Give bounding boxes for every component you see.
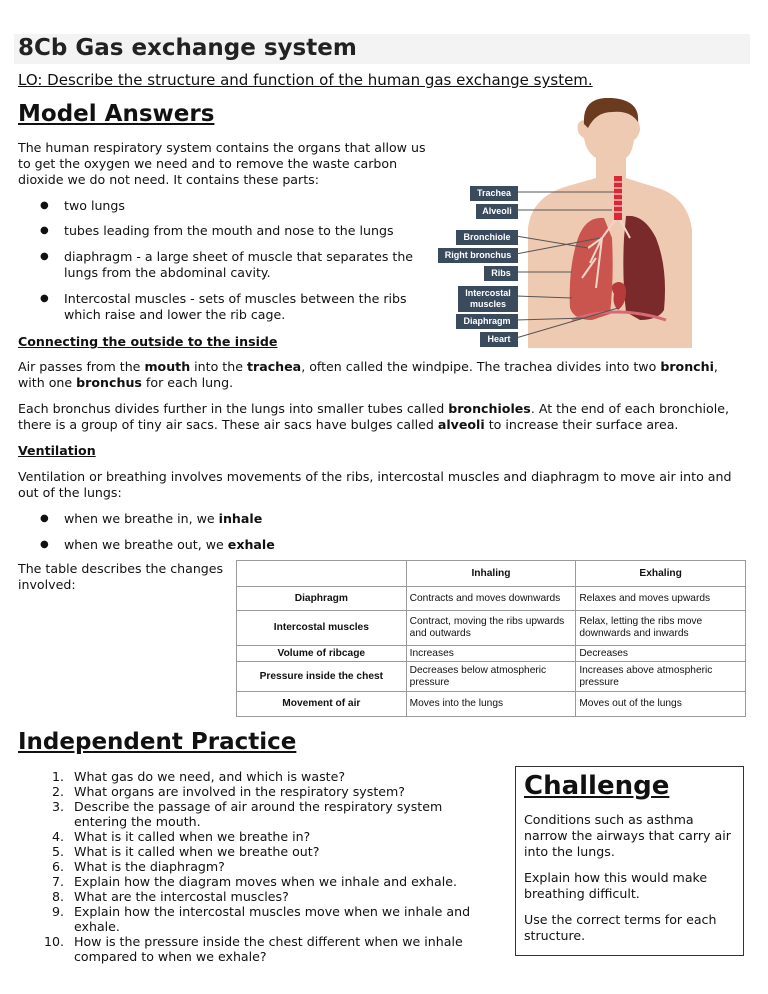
- bullet-icon: ●: [40, 539, 49, 550]
- label-trachea: Trachea: [470, 186, 518, 201]
- table-cell: Moves out of the lungs: [576, 692, 746, 717]
- list-item-text: tubes leading from the mouth and nose to the lungs: [64, 223, 394, 238]
- title-bar: [14, 34, 750, 64]
- table-cell: Volume of ribcage: [237, 646, 407, 662]
- learning-objective: LO: Describe the structure and function of the human gas exchange system.: [18, 71, 593, 89]
- challenge-text: Explain how this would make breathing difficult.: [524, 870, 708, 901]
- question-text: What gas do we need, and which is waste?: [74, 769, 345, 784]
- list-item: [18, 874, 498, 889]
- list-item: [40, 537, 440, 553]
- bullet-icon: ●: [40, 513, 49, 524]
- question-number: 4.: [51, 829, 64, 844]
- table-header-blank: [237, 561, 407, 587]
- question-number: 6.: [51, 859, 64, 874]
- bullet-icon: ●: [40, 200, 49, 211]
- challenge-heading: Challenge: [524, 771, 670, 801]
- table-cell: Increases above atmospheric pressure: [576, 662, 746, 692]
- table-cell: Intercostal muscles: [237, 611, 407, 646]
- table-cell: Contract, moving the ribs upwards and outwards: [406, 611, 576, 646]
- label-intercostal-muscles: Intercostal muscles: [458, 286, 518, 312]
- list-item: [18, 769, 498, 784]
- respiratory-diagram: [436, 98, 750, 348]
- table-cell: Decreases below atmospheric pressure: [406, 662, 576, 692]
- list-item: [18, 889, 498, 904]
- list-item-text: two lungs: [64, 198, 125, 213]
- list-item: [18, 859, 498, 874]
- bronchioles-paragraph: Each bronchus divides further in the lungs into smaller tubes called bronchioles. At the end of each bronchiole, there is a group of tiny air sacs. These air sacs have bulges called alveoli to increase their surface area.: [18, 401, 730, 432]
- model-answers-heading: Model Answers: [18, 101, 215, 127]
- table-cell: Increases: [406, 646, 576, 662]
- list-item: [18, 904, 498, 934]
- list-item: [40, 249, 425, 281]
- label-ribs: Ribs: [484, 266, 518, 281]
- challenge-box: [515, 766, 744, 956]
- list-item-text: Intercostal muscles - sets of muscles between the ribs which raise and lower the rib cage.: [64, 291, 407, 322]
- table-cell: Relax, letting the ribs move downwards and inwards: [576, 611, 746, 646]
- list-item: [18, 844, 498, 859]
- question-number: 8.: [51, 889, 64, 904]
- practice-question-list: [18, 769, 498, 964]
- bullet-icon: ●: [40, 293, 49, 304]
- table-cell: Diaphragm: [237, 587, 407, 611]
- list-item-text: diaphragm - a large sheet of muscle that separates the lungs from the abdominal cavity.: [64, 249, 414, 280]
- list-item-text: when we breathe out, we exhale: [64, 537, 275, 552]
- table-row: [237, 662, 746, 692]
- ventilation-paragraph: Ventilation or breathing involves movements of the ribs, intercostal muscles and diaphragm to move air into and out of the lungs:: [18, 469, 732, 500]
- question-text: Explain how the intercostal muscles move when we inhale and exhale.: [74, 904, 471, 934]
- question-number: 3.: [51, 799, 64, 814]
- question-text: What is it called when we breathe in?: [74, 829, 311, 844]
- question-text: How is the pressure inside the chest different when we inhale compared to when we exhale?: [74, 934, 463, 964]
- table-row: [237, 611, 746, 646]
- question-text: Explain how the diagram moves when we inhale and exhale.: [74, 874, 457, 889]
- table-caption: The table describes the changes involved:: [18, 561, 224, 592]
- question-text: What are the intercostal muscles?: [74, 889, 289, 904]
- intro-paragraph: The human respiratory system contains the organs that allow us to get the oxygen we need and to remove the waste carbon dioxide we do not need. It contains these parts:: [18, 140, 426, 187]
- air-passage-paragraph: Air passes from the mouth into the trachea, often called the windpipe. The trachea divides into two bronchi, with one bronchus for each lung.: [18, 359, 718, 390]
- table-cell: Decreases: [576, 646, 746, 662]
- label-heart: Heart: [480, 332, 518, 347]
- question-number: 9.: [51, 904, 64, 919]
- question-text: Describe the passage of air around the respiratory system entering the mouth.: [74, 799, 443, 829]
- list-item: [18, 829, 498, 844]
- table-cell: Moves into the lungs: [406, 692, 576, 717]
- list-item: [18, 799, 498, 829]
- question-text: What is it called when we breathe out?: [74, 844, 320, 859]
- independent-practice-heading: Independent Practice: [18, 729, 297, 755]
- label-diaphragm: Diaphragm: [456, 314, 518, 329]
- table-cell: Pressure inside the chest: [237, 662, 407, 692]
- table-cell: Relaxes and moves upwards: [576, 587, 746, 611]
- question-number: 2.: [51, 784, 64, 799]
- table-cell: Movement of air: [237, 692, 407, 717]
- connecting-heading: Connecting the outside to the inside: [18, 334, 278, 349]
- breathing-changes-table: [236, 560, 746, 717]
- table-row: [237, 692, 746, 717]
- list-item: [40, 291, 425, 323]
- ventilation-heading: Ventilation: [18, 443, 96, 458]
- question-number: 5.: [51, 844, 64, 859]
- list-item: [40, 198, 420, 214]
- list-item: [18, 784, 498, 799]
- question-text: What organs are involved in the respiratory system?: [74, 784, 405, 799]
- bullet-icon: ●: [40, 225, 49, 236]
- question-text: What is the diaphragm?: [74, 859, 225, 874]
- list-item: [40, 223, 420, 239]
- label-right-bronchus: Right bronchus: [438, 248, 518, 263]
- challenge-text: Use the correct terms for each structure.: [524, 912, 717, 943]
- list-item-text: when we breathe in, we inhale: [64, 511, 263, 526]
- question-number: 7.: [51, 874, 64, 889]
- bullet-icon: ●: [40, 251, 49, 262]
- label-bronchiole: Bronchiole: [456, 230, 518, 245]
- table-row: [237, 587, 746, 611]
- table-header-exhaling: Exhaling: [576, 561, 746, 587]
- question-number: 1.: [51, 769, 64, 784]
- table-row: [237, 646, 746, 662]
- table-cell: Contracts and moves downwards: [406, 587, 576, 611]
- question-number: 10.: [43, 934, 64, 949]
- label-alveoli: Alveoli: [476, 204, 518, 219]
- list-item: [40, 511, 440, 527]
- table-header-inhaling: Inhaling: [406, 561, 576, 587]
- challenge-text: Conditions such as asthma narrow the airways that carry air into the lungs.: [524, 812, 731, 859]
- list-item: [18, 934, 498, 964]
- page-title: 8Cb Gas exchange system: [18, 35, 357, 61]
